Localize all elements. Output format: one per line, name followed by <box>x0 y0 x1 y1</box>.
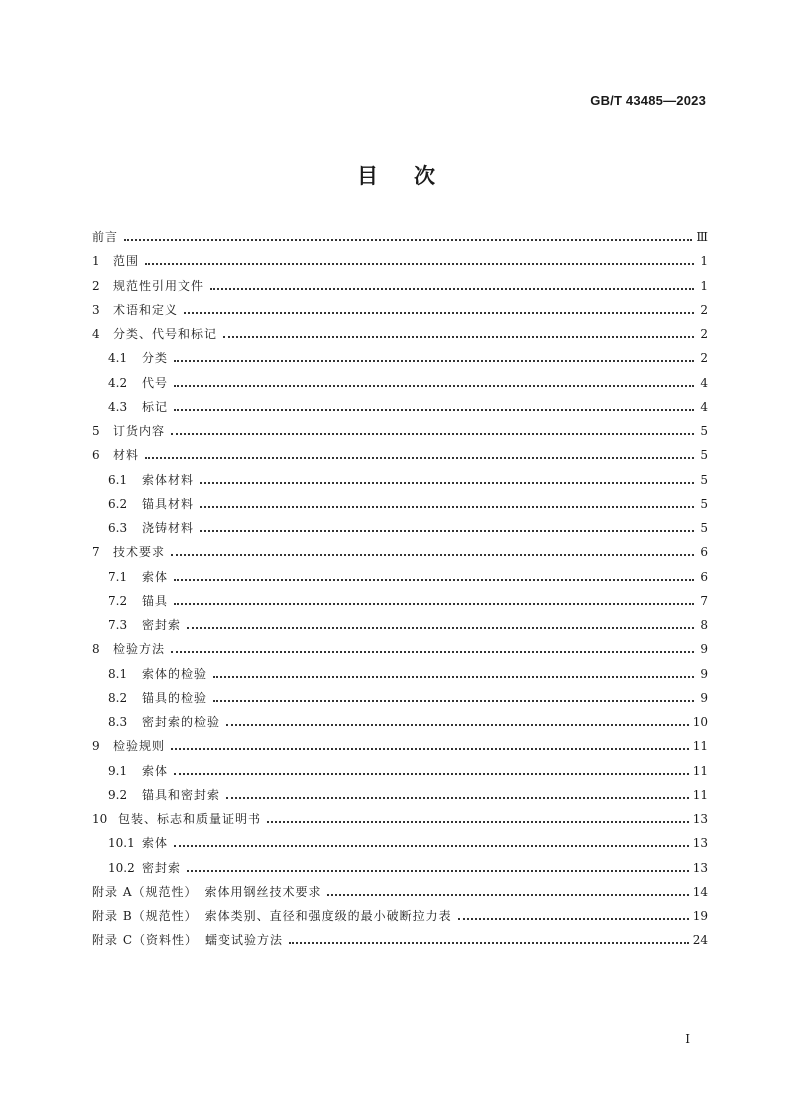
toc-entry[interactable] <box>92 249 708 273</box>
toc-entry-label: 技术要求 <box>113 545 166 560</box>
toc-entry-label: 术语和定义 <box>113 302 179 317</box>
toc-entry[interactable] <box>92 880 708 904</box>
toc-entry-label: 材料 <box>113 448 140 463</box>
toc-entry-page: 2 <box>700 302 708 317</box>
toc-title <box>0 160 792 190</box>
toc-entry-label: 范围 <box>113 254 140 269</box>
dot-leader <box>200 480 694 484</box>
dot-leader <box>174 771 689 775</box>
dot-leader <box>187 868 689 872</box>
dot-leader <box>174 843 689 847</box>
toc-entry-number: 4.2 <box>108 375 128 390</box>
toc-entry[interactable] <box>92 322 708 346</box>
toc-entry-number: 6.2 <box>108 496 128 511</box>
toc-entry-number: 6.3 <box>108 521 128 536</box>
dot-leader <box>187 625 694 629</box>
toc-entry[interactable] <box>92 565 708 589</box>
toc-entry-page: 8 <box>700 618 708 633</box>
toc-entry-label: 代号 <box>142 375 169 390</box>
toc-entry[interactable] <box>92 856 708 880</box>
dot-leader <box>458 916 689 920</box>
toc-entry-page: 13 <box>692 860 708 875</box>
page-number: I <box>685 1032 690 1046</box>
dot-leader <box>327 892 688 896</box>
toc-entry-page: 14 <box>692 884 708 899</box>
toc-entry[interactable] <box>92 807 708 831</box>
toc-entry[interactable] <box>92 589 708 613</box>
dot-leader <box>267 819 689 823</box>
toc-entry[interactable] <box>92 783 708 807</box>
toc-entry-label: 密封索的检验 <box>142 715 221 730</box>
toc-entry-page: 5 <box>700 496 708 511</box>
toc-entry-label: 订货内容 <box>113 424 166 439</box>
toc-entry-page: 7 <box>700 593 708 608</box>
toc-entry-page: 13 <box>692 836 708 851</box>
toc-entry-label: 密封索 <box>142 618 182 633</box>
toc-entry-number: 4 <box>92 327 100 342</box>
toc-entry-page: 10 <box>692 715 708 730</box>
toc-entry-page: 5 <box>700 521 708 536</box>
toc-entry-page: 2 <box>700 327 708 342</box>
toc-entry-label: 检验规则 <box>113 739 166 754</box>
toc-entry-label: 索体 <box>142 836 169 851</box>
toc-entry-page: 4 <box>700 375 708 390</box>
dot-leader <box>184 310 694 314</box>
toc-entry-page: 5 <box>700 448 708 463</box>
toc-entry-number: 2 <box>92 278 100 293</box>
toc-entry-page: 6 <box>700 569 708 584</box>
toc-entry-page: 5 <box>700 424 708 439</box>
toc-entry[interactable] <box>92 734 708 758</box>
toc-entry-page: 9 <box>700 642 708 657</box>
toc-entry-label: 分类 <box>142 351 169 366</box>
toc-entry[interactable] <box>92 928 708 952</box>
toc-entry-page: 1 <box>700 278 708 293</box>
toc-entry-number: 9.2 <box>108 787 128 802</box>
toc-entry-page: 19 <box>692 909 708 924</box>
toc-entry[interactable] <box>92 613 708 637</box>
dot-leader <box>223 334 694 338</box>
dot-leader <box>174 358 694 362</box>
dot-leader <box>200 504 694 508</box>
toc-entry[interactable] <box>92 540 708 564</box>
dot-leader <box>171 746 689 750</box>
toc-entry[interactable] <box>92 492 708 516</box>
dot-leader <box>171 552 694 556</box>
toc-entry-label: 锚具材料 <box>142 496 195 511</box>
dot-leader <box>174 383 694 387</box>
dot-leader <box>213 674 694 678</box>
toc-entry-page: 6 <box>700 545 708 560</box>
toc-entry[interactable] <box>92 686 708 710</box>
toc-entry-number: 8 <box>92 642 100 657</box>
table-of-contents <box>92 225 708 953</box>
toc-entry-label: 索体 <box>142 763 169 778</box>
toc-entry-label: 索体 <box>142 569 169 584</box>
toc-entry-page: 11 <box>692 763 708 778</box>
toc-entry-label: 规范性引用文件 <box>113 278 205 293</box>
toc-entry-page: 9 <box>700 666 708 681</box>
toc-entry-label: 锚具的检验 <box>142 690 208 705</box>
dot-leader <box>226 722 689 726</box>
toc-entry[interactable] <box>92 419 708 443</box>
toc-entry-label: 密封索 <box>142 860 182 875</box>
dot-leader <box>174 601 694 605</box>
toc-entry[interactable] <box>92 516 708 540</box>
toc-entry-label: 分类、代号和标记 <box>113 327 218 342</box>
toc-entry-number: 7.2 <box>108 593 128 608</box>
toc-entry-label: 索体的检验 <box>142 666 208 681</box>
toc-entry[interactable] <box>92 637 708 661</box>
toc-entry-page: 24 <box>692 933 708 948</box>
toc-entry-label: 前言 <box>92 230 119 245</box>
toc-entry[interactable] <box>92 710 708 734</box>
toc-entry-label: 附录 C（资料性） 蠕变试验方法 <box>92 933 283 948</box>
toc-title-char-2: 次 <box>414 164 435 188</box>
toc-entry[interactable] <box>92 274 708 298</box>
toc-entry-number: 7.1 <box>108 569 128 584</box>
toc-entry[interactable] <box>92 831 708 855</box>
dot-leader <box>124 237 692 241</box>
toc-entry[interactable] <box>92 904 708 928</box>
toc-entry[interactable] <box>92 759 708 783</box>
toc-entry-number: 4.3 <box>108 399 128 414</box>
toc-entry-page: 13 <box>692 812 708 827</box>
toc-entry-number: 10 <box>92 812 108 827</box>
toc-entry-number: 9 <box>92 739 100 754</box>
toc-entry[interactable] <box>92 468 708 492</box>
dot-leader <box>289 940 689 944</box>
toc-entry-number: 8.1 <box>108 666 128 681</box>
toc-entry-label: 浇铸材料 <box>142 521 195 536</box>
toc-entry-number: 6 <box>92 448 100 463</box>
toc-entry[interactable] <box>92 371 708 395</box>
toc-entry[interactable] <box>92 225 708 249</box>
toc-entry-number: 1 <box>92 254 100 269</box>
toc-entry[interactable] <box>92 298 708 322</box>
dot-leader <box>145 455 694 459</box>
toc-entry-label: 检验方法 <box>113 642 166 657</box>
toc-entry-page: 11 <box>692 739 708 754</box>
dot-leader <box>226 795 689 799</box>
toc-entry-page: 2 <box>700 351 708 366</box>
toc-entry-number: 8.2 <box>108 690 128 705</box>
toc-entry-number: 7 <box>92 545 100 560</box>
dot-leader <box>171 431 694 435</box>
toc-entry-number: 9.1 <box>108 763 128 778</box>
toc-entry-page: 9 <box>700 690 708 705</box>
toc-entry-page: Ⅲ <box>696 230 708 245</box>
toc-entry-label: 附录 A（规范性） 索体用钢丝技术要求 <box>92 884 322 899</box>
toc-entry-label: 附录 B（规范性） 索体类别、直径和强度级的最小破断拉力表 <box>92 909 452 924</box>
dot-leader <box>174 577 694 581</box>
toc-entry-number: 4.1 <box>108 351 128 366</box>
toc-entry-label: 标记 <box>142 399 169 414</box>
toc-entry-page: 5 <box>700 472 708 487</box>
toc-entry-number: 6.1 <box>108 472 128 487</box>
toc-entry[interactable] <box>92 662 708 686</box>
toc-entry-label: 锚具 <box>142 593 169 608</box>
dot-leader <box>200 528 694 532</box>
toc-title-char-1: 目 <box>357 164 378 188</box>
document-code: GB/T 43485—2023 <box>590 93 706 108</box>
dot-leader <box>171 649 694 653</box>
dot-leader <box>213 698 694 702</box>
toc-entry-page: 11 <box>692 787 708 802</box>
toc-entry-number: 3 <box>92 302 100 317</box>
toc-entry-number: 10.1 <box>108 836 135 851</box>
toc-entry[interactable] <box>92 395 708 419</box>
toc-entry-label: 索体材料 <box>142 472 195 487</box>
dot-leader <box>145 261 694 265</box>
toc-entry-page: 1 <box>700 254 708 269</box>
toc-entry-page: 4 <box>700 399 708 414</box>
toc-entry[interactable] <box>92 443 708 467</box>
toc-entry-label: 锚具和密封索 <box>142 787 221 802</box>
toc-entry-label: 包装、标志和质量证明书 <box>118 812 262 827</box>
toc-entry-number: 8.3 <box>108 715 128 730</box>
toc-entry[interactable] <box>92 346 708 370</box>
toc-entry-number: 7.3 <box>108 618 128 633</box>
dot-leader <box>174 407 694 411</box>
toc-entry-number: 10.2 <box>108 860 135 875</box>
dot-leader <box>210 286 694 290</box>
toc-entry-number: 5 <box>92 424 100 439</box>
